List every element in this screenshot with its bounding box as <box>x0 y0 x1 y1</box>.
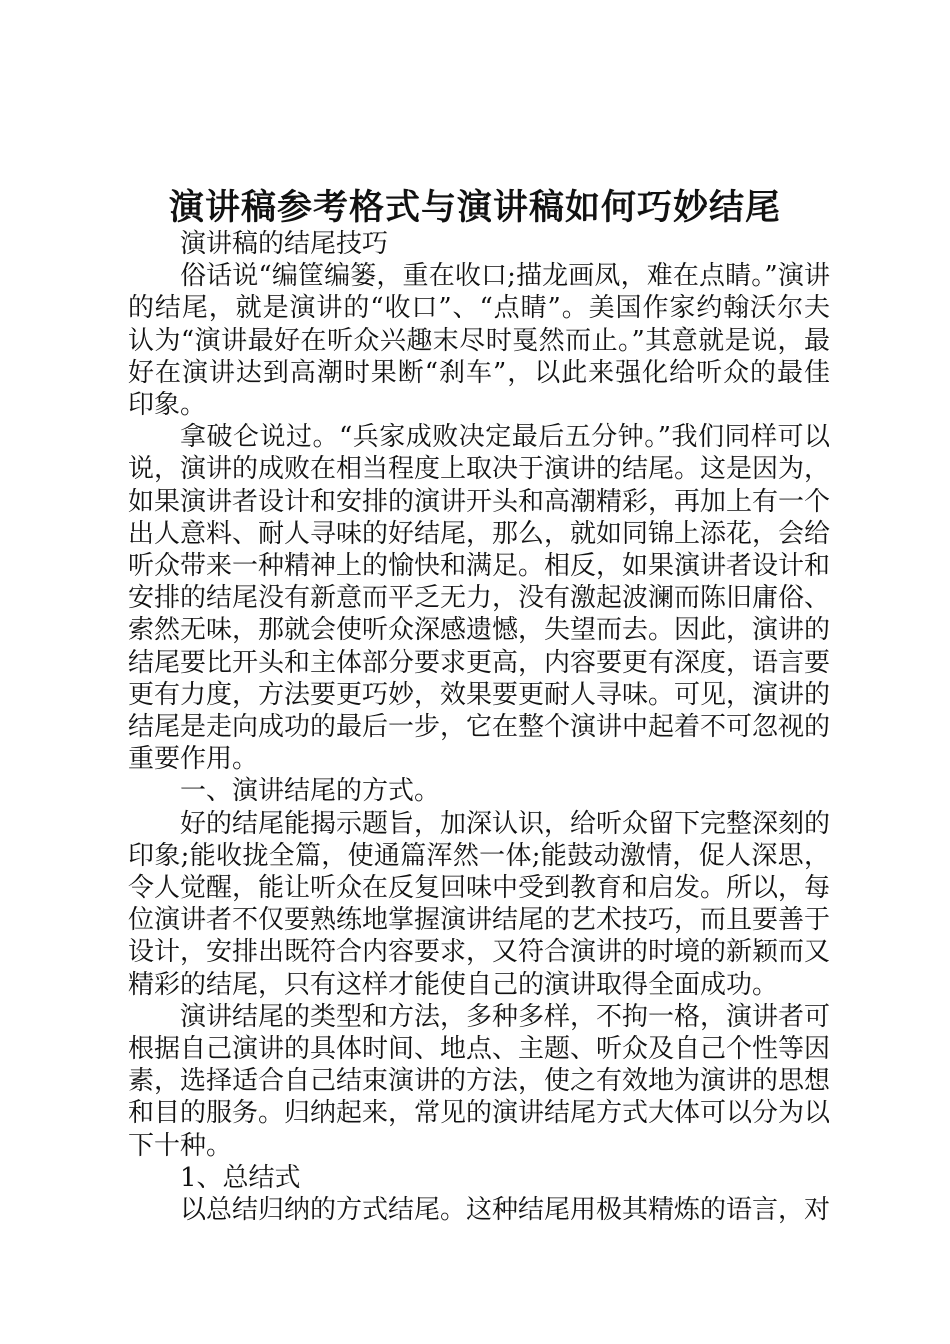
body-paragraph: 拿破仑说过。“兵家成败决定最后五分钟。”我们同样可以说，演讲的成败在相当程度上取决于演讲的结尾。这是因为，如果演讲者设计和安排的演讲开头和高潮精彩，再加上有一个出人意料、耐人寻味的好结尾，那么，就如同锦上添花，会给听众带来一种精神上的愉快和满足。相反，如果演讲者设计和安排的结尾没有新意而平乏无力，没有激起波澜而陈旧庸俗、索然无味，那就会使听众深感遗憾，失望而去。因此，演讲的结尾要比开头和主体部分要求更高，内容要更有深度，语言要更有力度，方法要更巧妙，效果要更耐人寻味。可见，演讲的结尾是走向成功的最后一步，它在整个演讲中起着不可忽视的重要作用。 <box>128 422 831 775</box>
body-paragraph: 俗话说“编筐编篓，重在收口;描龙画凤，难在点睛。”演讲的结尾，就是演讲的“收口”、“点睛”。美国作家约翰沃尔夫认为“演讲最好在听众兴趣末尽时戛然而止。”其意就是说，最好在演讲达到高潮时果断“刹车”，以此来强化给听众的最佳印象。 <box>128 261 830 421</box>
body-paragraph: 演讲结尾的类型和方法，多种多样，不拘一格，演讲者可根据自己演讲的具体时间、地点、主题、听众及自己个性等因素，选择适合自己结束演讲的方法，使之有效地为演讲的思想和目的服务。归纳起来，常见的演讲结尾方式大体可以分为以下十种。 <box>128 1001 831 1161</box>
section-heading: 演讲稿的结尾技巧 <box>180 229 389 259</box>
document-body <box>128 228 830 1226</box>
body-paragraph: 以总结归纳的方式结尾。这种结尾用极其精炼的语言，对 <box>180 1195 831 1226</box>
document-title: 演讲稿参考格式与演讲稿如何巧妙结尾 <box>168 187 781 228</box>
subsection-heading: 1、总结式 <box>180 1162 301 1193</box>
body-paragraph: 好的结尾能揭示题旨，加深认识，给听众留下完整深刻的印象;能收拢全篇，使通篇浑然一体;能鼓动激情，促人深思，令人觉醒，能让听众在反复回味中受到教育和启发。所以，每位演讲者不仅要熟练地掌握演讲结尾的艺术技巧，而且要善于设计，安排出既符合内容要求，又符合演讲的时境的新颖而又精彩的结尾，只有这样才能使自己的演讲取得全面成功。 <box>128 808 831 1000</box>
section-heading: 一、演讲结尾的方式。 <box>180 776 441 807</box>
